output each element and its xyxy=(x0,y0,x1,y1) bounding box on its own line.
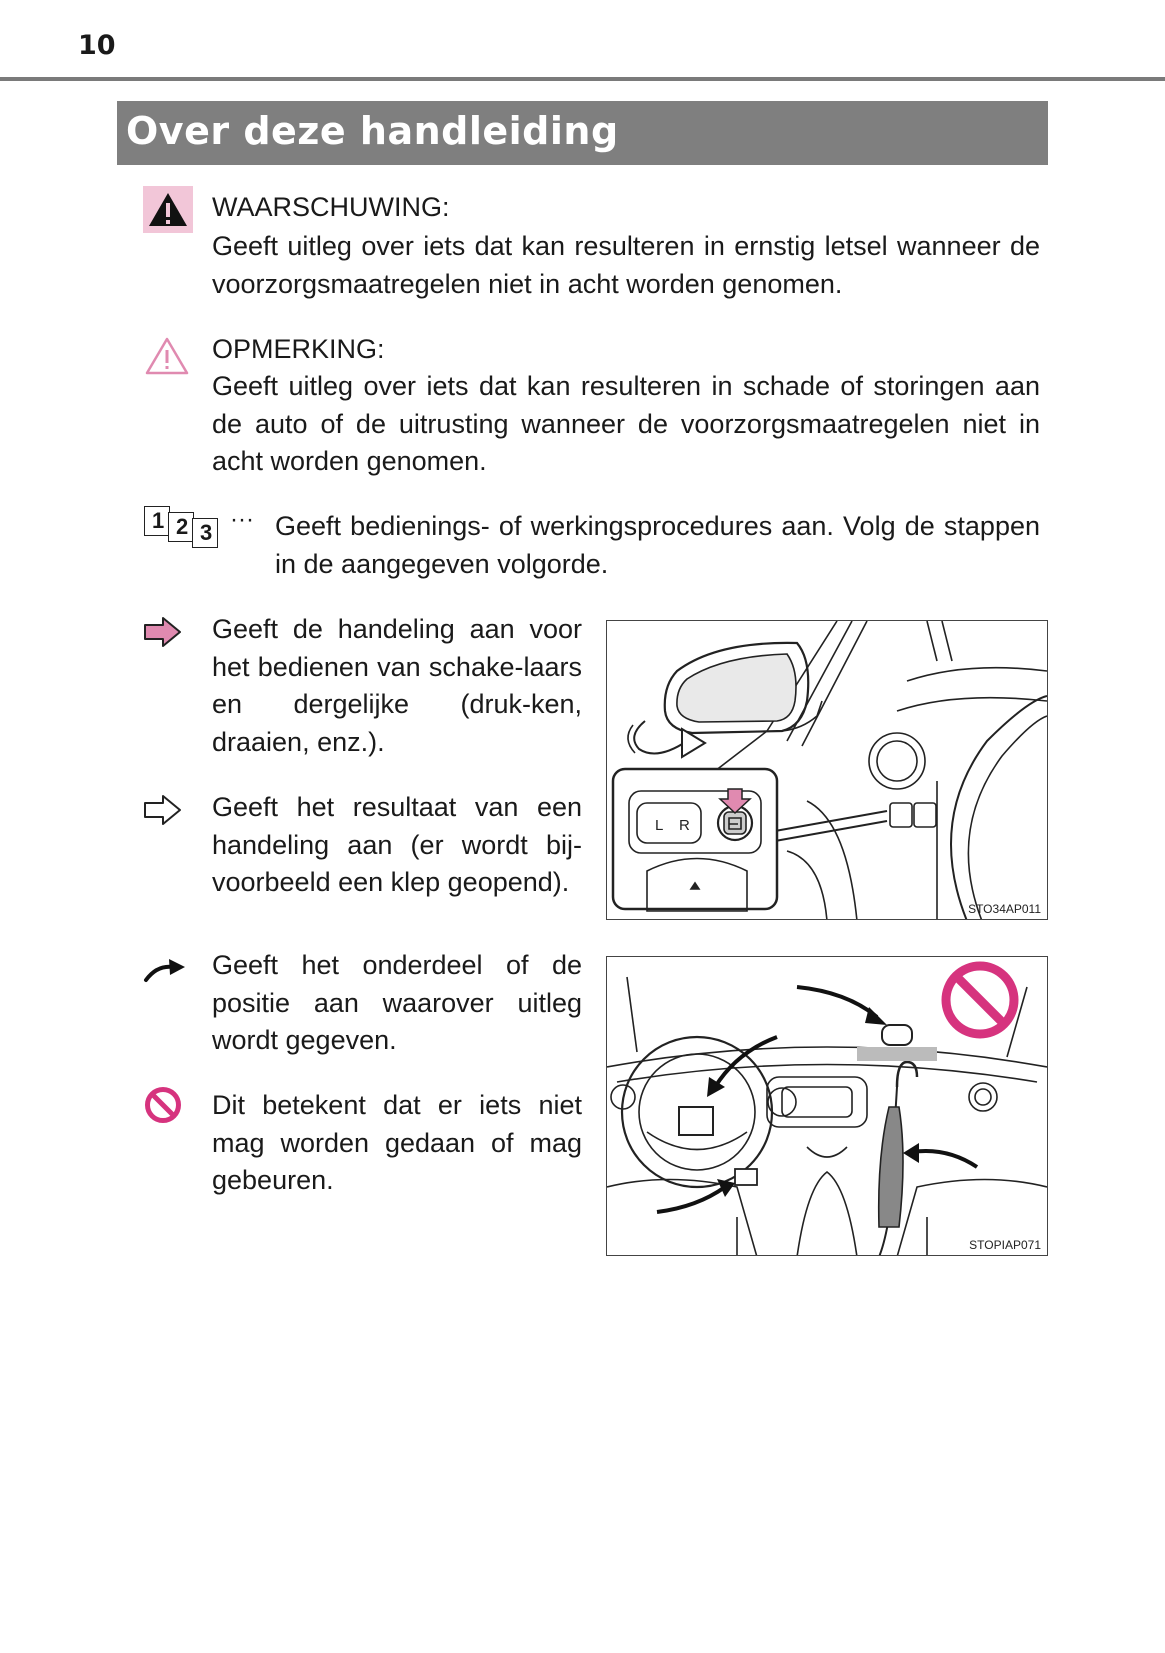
operation-arrow-icon xyxy=(143,615,183,649)
dashboard-figure-code: STOPIAP071 xyxy=(969,1238,1041,1252)
warning-heading: WAARSCHUWING: xyxy=(212,192,450,222)
page-number: 10 xyxy=(78,30,116,61)
step-badges-icon xyxy=(144,506,230,546)
component-text: Geeft het onderdeel of de positie aan waarover uitleg wordt gegeven. xyxy=(212,950,582,1055)
step-badge-2: 2 xyxy=(176,514,189,539)
notice-text: Geeft uitleg over iets dat kan resulteren in schade of storingen aan de auto of de uitrusting wanneer de voorzorgsmaatregelen niet in acht worden genomen. xyxy=(212,371,1040,476)
step-badge-1: 1 xyxy=(152,508,165,533)
prohibited-icon xyxy=(144,1086,182,1124)
mirror-figure-code: STO34AP011 xyxy=(968,902,1041,916)
steps-text: Geeft bedienings- of werkingsprocedures aan. Volg de stappen in de aangegeven volgorde. xyxy=(275,511,1040,579)
section-title: Over deze handleiding xyxy=(126,109,619,153)
dashboard-illustration xyxy=(607,957,1047,1255)
dashboard-figure xyxy=(606,956,1048,1256)
result-text: Geeft het resultaat van een handeling aan (er wordt bij-voorbeeld een klep geopend). xyxy=(212,792,582,897)
step-badge-3: 3 xyxy=(200,520,213,545)
notice-heading: OPMERKING: xyxy=(212,334,385,364)
switch-label-right: R xyxy=(679,817,690,834)
component-arrow-icon xyxy=(143,955,187,983)
operation-text: Geeft de handeling aan voor het bedienen van schake-laars en dergelijke (druk-ken, draaien, enz.). xyxy=(212,614,582,757)
warning-text: Geeft uitleg over iets dat kan resulteren in ernstig letsel wanneer de voorzorgsmaatregelen niet in acht worden genomen. xyxy=(212,231,1040,299)
switch-label-left: L xyxy=(655,817,664,834)
section-title-bar xyxy=(117,101,1048,165)
header-rule xyxy=(0,77,1165,81)
mirror-switch-illustration xyxy=(607,621,1047,919)
notice-icon xyxy=(144,336,190,376)
mirror-switch-figure xyxy=(606,620,1048,920)
prohibited-text: Dit betekent dat er iets niet mag worden gedaan of mag gebeuren. xyxy=(212,1090,582,1195)
step-dots: ··· xyxy=(230,506,254,533)
warning-icon xyxy=(143,186,193,233)
result-arrow-icon xyxy=(143,793,183,827)
